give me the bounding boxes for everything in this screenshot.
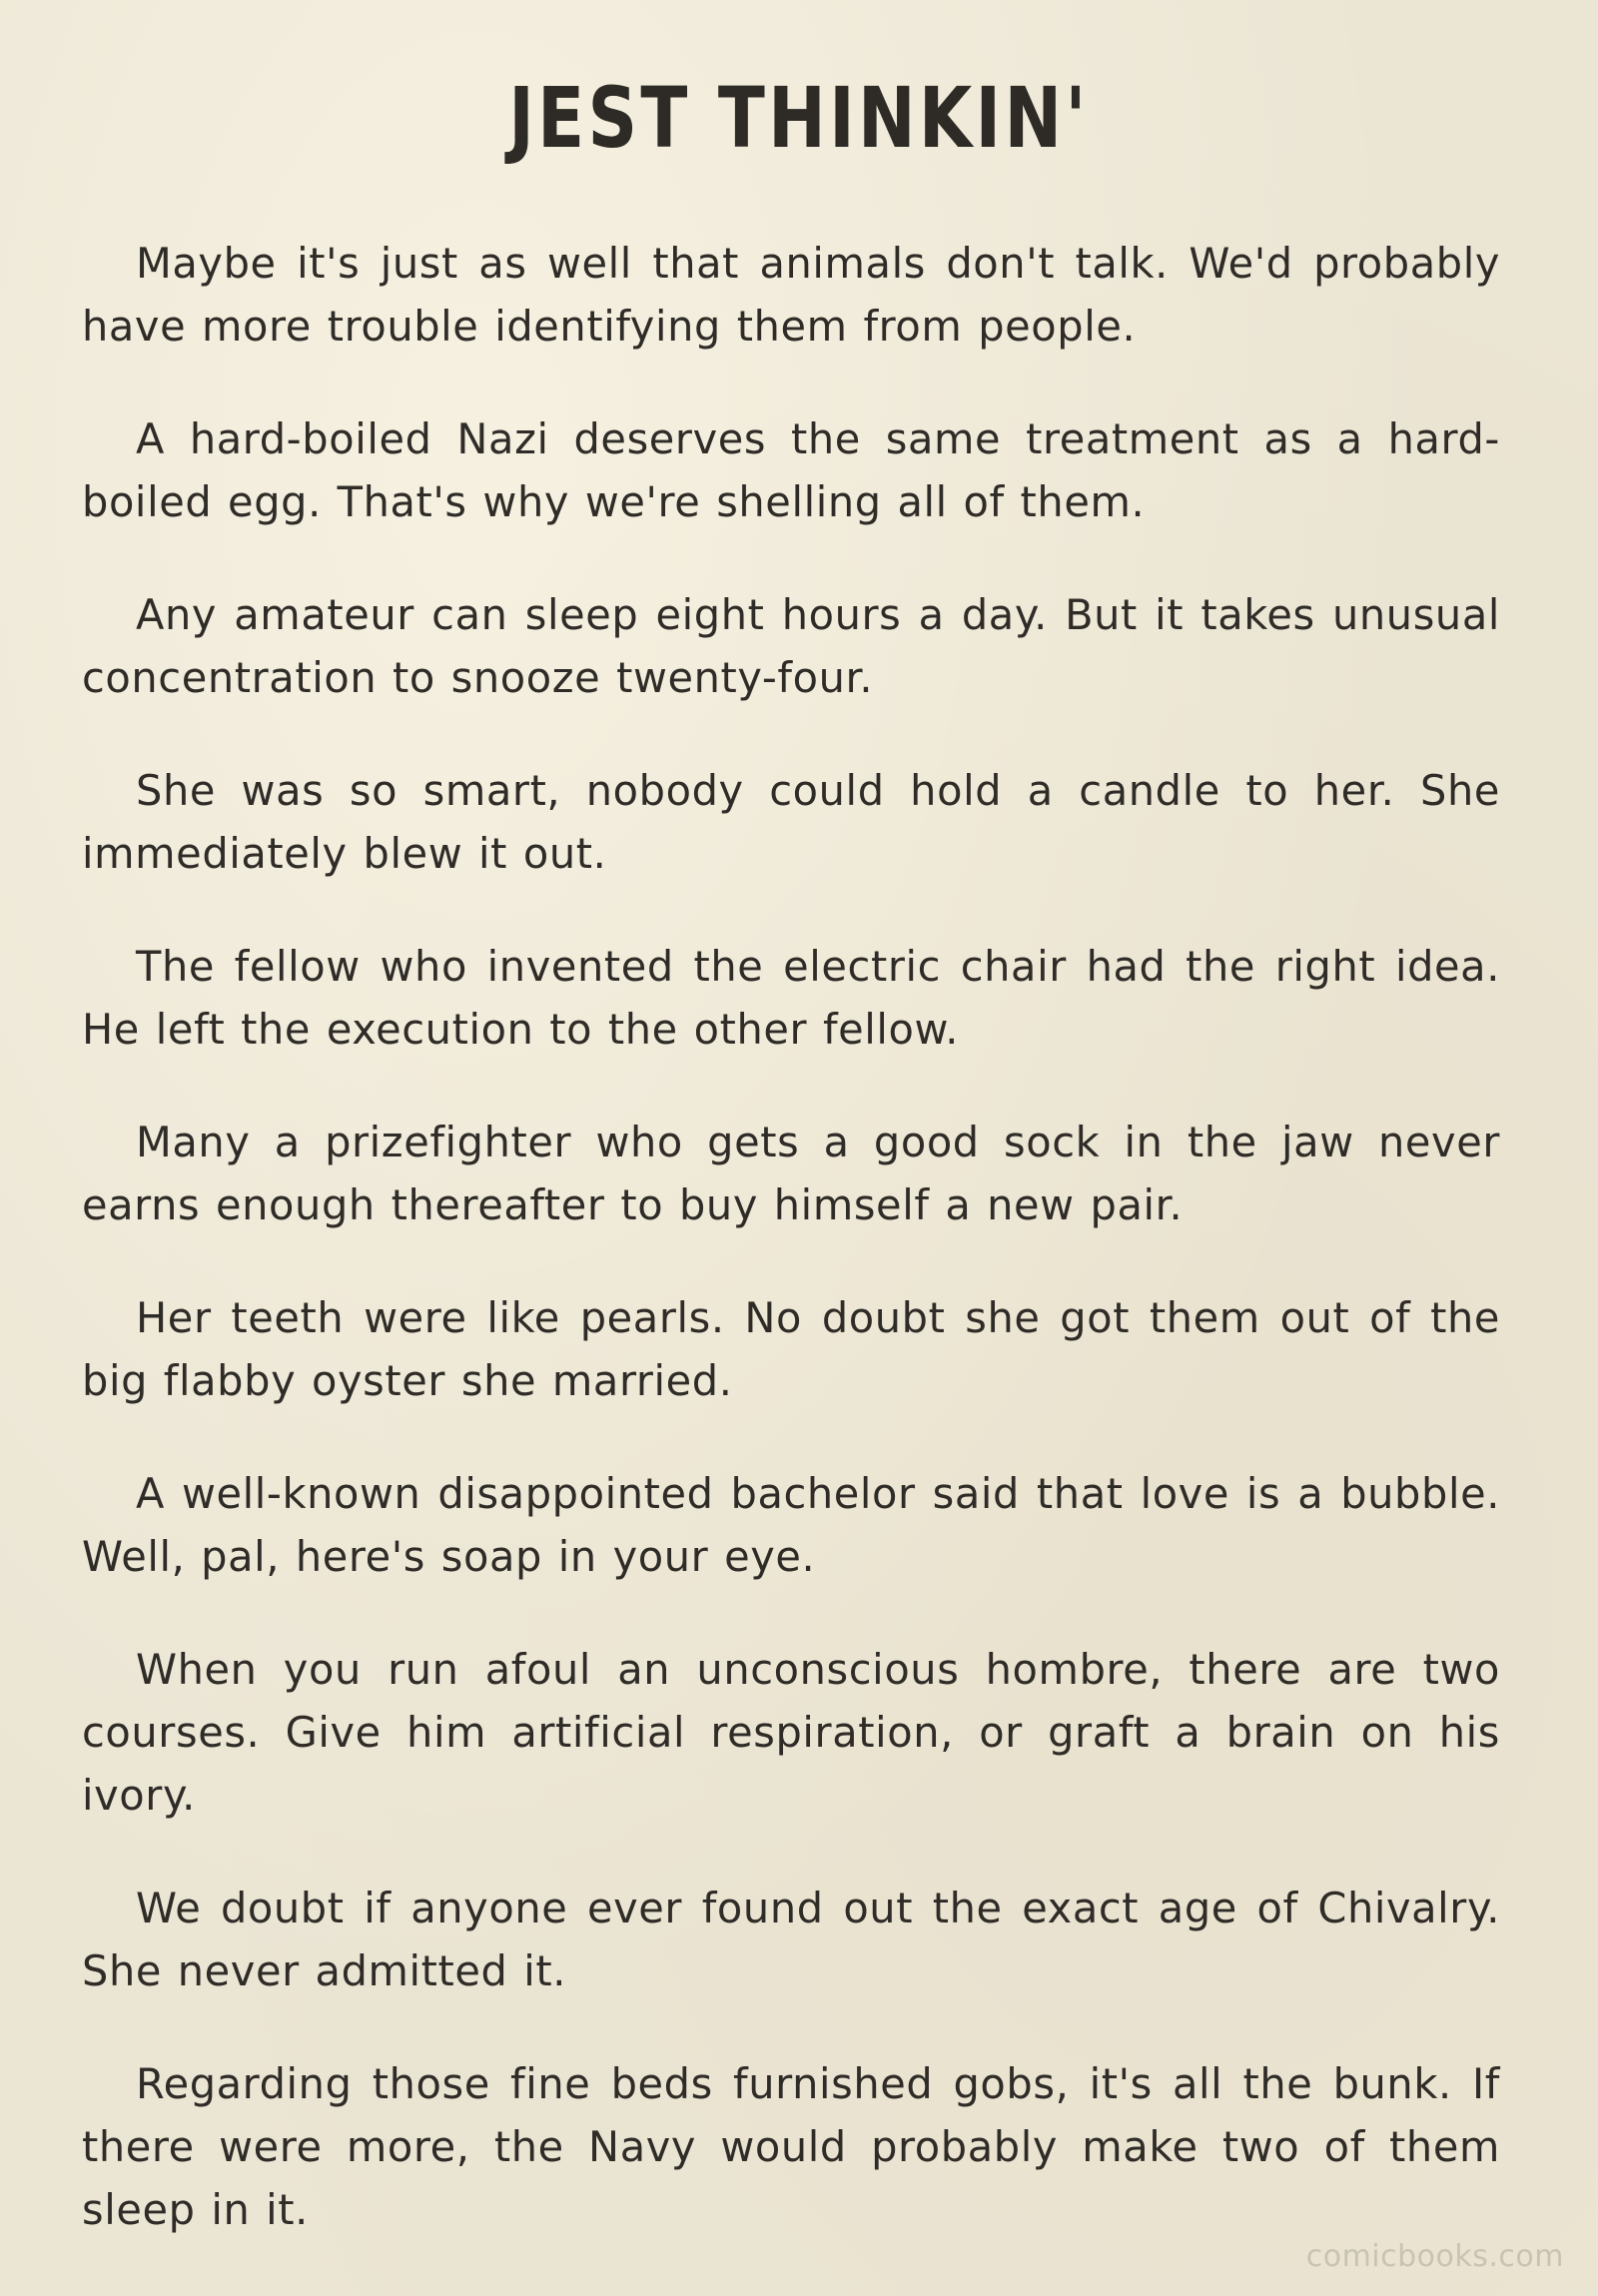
joke-paragraph: When you run afoul an unconscious hombre, there are two courses. Give him artificial respiration, or graft a brain on his ivory. [82,1645,1500,1820]
joke-paragraph: She was so smart, nobody could hold a candle to her. She immediately blew it out. [82,766,1500,878]
joke-paragraph: A hard-boiled Nazi deserves the same treatment as a hard-boiled egg. That's why we're shelling all of them. [82,414,1500,526]
joke-paragraph: A well-known disappointed bachelor said that love is a bubble. Well, pal, here's soap in your eye. [82,1469,1500,1581]
joke-paragraph: The fellow who invented the electric chair had the right idea. He left the execution to the other fellow. [82,942,1500,1054]
jokes-list [82,232,1500,2291]
page-title: JEST THINKIN' [508,69,1090,167]
watermark: comicbooks.com [1305,2239,1564,2274]
joke-paragraph: We doubt if anyone ever found out the exact age of Chivalry. She never admitted it. [82,1884,1500,1995]
joke-paragraph: Any amateur can sleep eight hours a day. But it takes unusual concentration to snooze twenty-four. [82,590,1500,702]
joke-paragraph: Many a prizefighter who gets a good sock in the jaw never earns enough thereafter to buy himself a new pair. [82,1118,1500,1229]
joke-paragraph: Maybe it's just as well that animals don't talk. We'd probably have more trouble identifying them from people. [82,239,1500,351]
joke-paragraph: Regarding those fine beds furnished gobs, it's all the bunk. If there were more, the Navy would probably make two of them sleep in it. [82,2059,1500,2234]
joke-paragraph: Her teeth were like pearls. No doubt she got them out of the big flabby oyster she married. [82,1293,1500,1405]
